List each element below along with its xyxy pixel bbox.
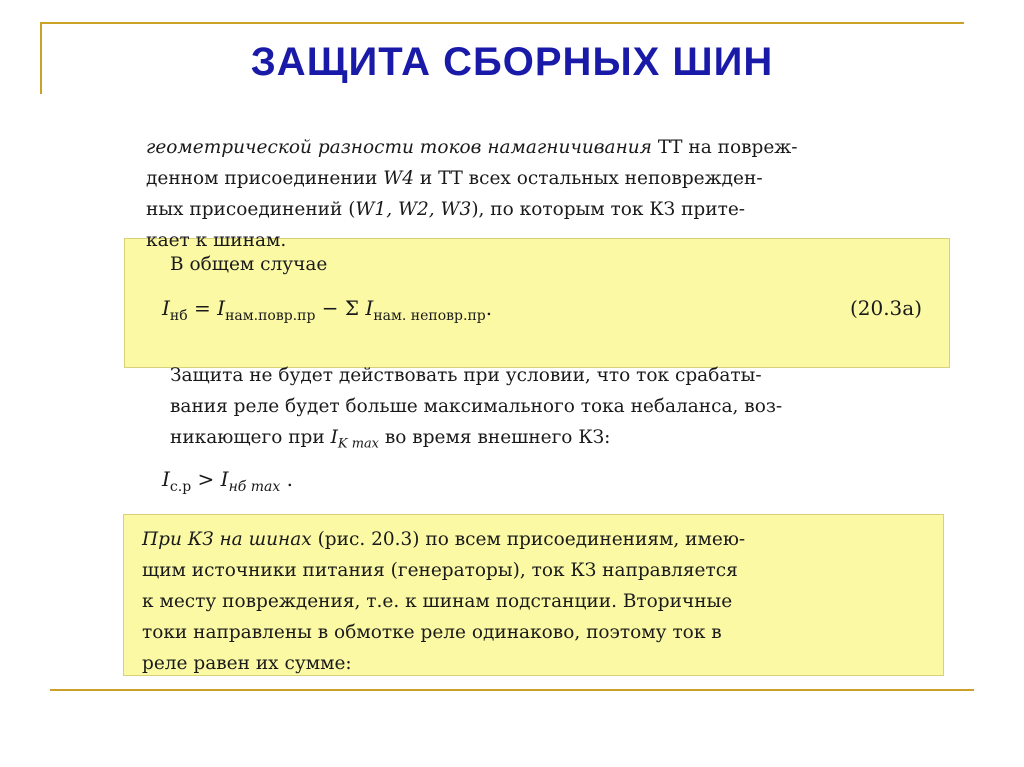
equation-number: (20.3а)	[849, 296, 922, 320]
text: ТТ на повреж-	[651, 137, 798, 158]
text-italic: При КЗ на шинах	[142, 529, 312, 550]
eq-symbol: I	[330, 427, 338, 448]
text: кает к шинам.	[146, 230, 287, 251]
eq-symbol: I	[217, 296, 226, 320]
slide-title: ЗАЩИТА СБОРНЫХ ШИН	[250, 40, 774, 84]
frame-bottom-line	[50, 689, 974, 691]
text-italic: W4	[383, 168, 415, 189]
eq-operator: − Σ	[315, 296, 366, 320]
eq-symbol: I	[162, 467, 170, 491]
eq-subscript: нб max	[228, 478, 281, 495]
eq-operator: =	[187, 296, 218, 320]
text: реле равен их сумме:	[142, 653, 352, 674]
eq-symbol: I	[220, 467, 229, 491]
eq-subscript: K max	[337, 436, 379, 452]
text-italic: W1, W2, W3	[355, 199, 472, 220]
equation-20-3a	[162, 296, 922, 324]
text: ), по которым ток КЗ прите-	[471, 199, 746, 220]
eq-subscript: нам.повр.пр	[225, 307, 316, 324]
eq-symbol: I	[365, 296, 374, 320]
text: ных присоединений (	[146, 199, 356, 220]
paragraph-condition	[170, 360, 922, 460]
eq-symbol: I	[162, 296, 170, 320]
eq-operator: .	[280, 467, 294, 491]
eq-operator: >	[191, 467, 221, 491]
text: Защита не будет действовать при условии, что ток срабаты-	[170, 365, 762, 386]
eq-subscript: нам. неповр.пр	[373, 307, 486, 324]
text: во время внешнего КЗ:	[378, 427, 611, 448]
paragraph-general-case: В общем случае	[170, 254, 328, 275]
frame-top-line	[40, 22, 964, 24]
text: к месту повреждения, т.е. к шинам подстанции. Вторичные	[142, 591, 733, 612]
text: (рис. 20.3) по всем присоединениям, имею-	[311, 529, 746, 550]
text: денном присоединении	[146, 168, 384, 189]
text: никающего при	[170, 427, 331, 448]
eq-subscript: с.р	[169, 478, 192, 495]
text: щим источники питания (генераторы), ток КЗ направляется	[142, 560, 738, 581]
text: токи направлены в обмотке реле одинаково, поэтому ток в	[142, 622, 722, 643]
eq-subscript: нб	[169, 307, 188, 324]
paragraph-differential-current	[146, 132, 926, 256]
eq-operator: .	[485, 296, 493, 320]
paragraph-busbar-fault	[142, 524, 922, 679]
text-italic: геометрической разности токов намагничивания	[146, 137, 652, 158]
equation-inequality	[162, 467, 922, 495]
text: вания реле будет больше максимального тока небаланса, воз-	[170, 396, 783, 417]
text: и ТТ всех остальных неповрежден-	[414, 168, 763, 189]
